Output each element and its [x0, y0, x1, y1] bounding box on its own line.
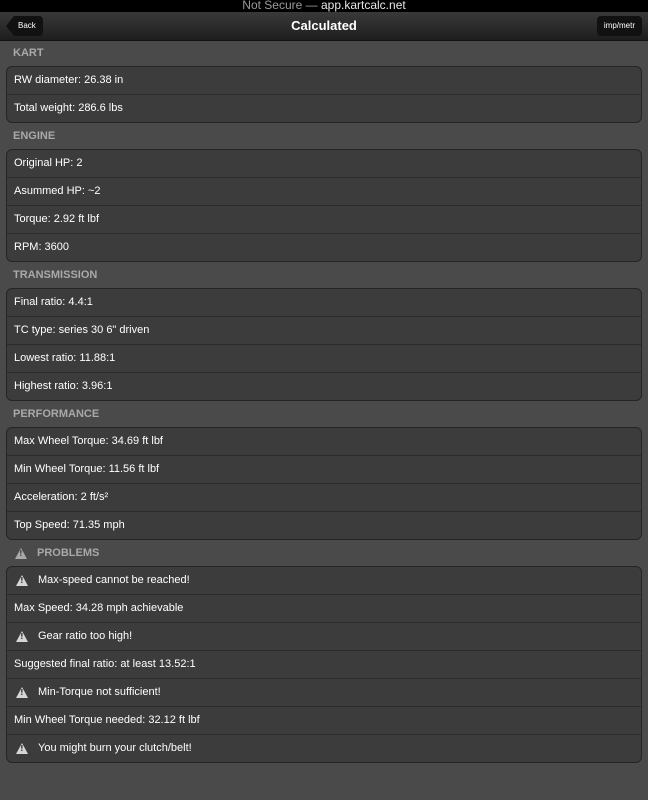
- warning-triangle-icon: [16, 631, 28, 642]
- performance-card: [6, 427, 642, 540]
- list-item: Torque: 2.92 ft lbf: [7, 205, 641, 233]
- warning-triangle-icon: [16, 687, 28, 698]
- warning-triangle-icon: [16, 743, 28, 754]
- list-item: Total weight: 286.6 lbs: [7, 94, 641, 122]
- list-item: Original HP: 2: [14, 157, 83, 169]
- section-header-kart: KART: [13, 47, 44, 59]
- list-item: Asummed HP: ~2: [7, 177, 641, 205]
- list-item: Highest ratio: 3.96:1: [7, 372, 641, 400]
- warning-triangle-icon: [16, 575, 28, 586]
- problem-item: [7, 567, 641, 594]
- list-item: Acceleration: 2 ft/s²: [7, 483, 641, 511]
- list-item: RPM: 3600: [7, 233, 641, 261]
- problem-item: [7, 734, 641, 762]
- section-header-performance: PERFORMANCE: [13, 408, 100, 420]
- results-list: [0, 40, 648, 763]
- section-header-engine: ENGINE: [13, 130, 56, 142]
- navigation-bar: [0, 12, 648, 41]
- transmission-card: [6, 288, 642, 401]
- kart-card: [6, 66, 642, 123]
- page-title: Calculated: [291, 18, 357, 33]
- problems-card: [6, 566, 642, 763]
- browser-status-bar: [0, 0, 648, 12]
- list-item: Max Wheel Torque: 34.69 ft lbf: [14, 435, 163, 447]
- url-host[interactable]: app.kartcalc.net: [320, 0, 406, 12]
- list-item: Suggested final ratio: at least 13.52:1: [7, 650, 641, 678]
- list-item: Min Wheel Torque: 11.56 ft lbf: [7, 455, 641, 483]
- problem-text: Gear ratio too high!: [38, 630, 133, 642]
- warning-triangle-icon: [15, 548, 27, 559]
- problem-item: [7, 622, 641, 650]
- list-item: Lowest ratio: 11.88:1: [7, 344, 641, 372]
- list-item: Final ratio: 4.4:1: [14, 296, 93, 308]
- list-item: Top Speed: 71.35 mph: [7, 511, 641, 539]
- problem-item: [7, 678, 641, 706]
- problem-text: Max-speed cannot be reached!: [38, 574, 190, 586]
- list-item: RW diameter: 26.38 in: [14, 74, 124, 86]
- list-item: Max Speed: 34.28 mph achievable: [7, 594, 641, 622]
- problem-text: Min-Torque not sufficient!: [38, 686, 161, 698]
- section-title: PROBLEMS: [37, 547, 100, 559]
- section-header-problems: [0, 540, 648, 566]
- security-label: Not Secure —: [242, 0, 321, 12]
- section-header-transmission: TRANSMISSION: [13, 269, 98, 281]
- back-button-label: Back: [14, 16, 43, 36]
- list-item: Min Wheel Torque needed: 32.12 ft lbf: [7, 706, 641, 734]
- problem-text: You might burn your clutch/belt!: [38, 742, 192, 754]
- engine-card: [6, 149, 642, 262]
- unit-toggle-button[interactable]: imp/metr: [597, 16, 642, 36]
- list-item: TC type: series 30 6" driven: [7, 316, 641, 344]
